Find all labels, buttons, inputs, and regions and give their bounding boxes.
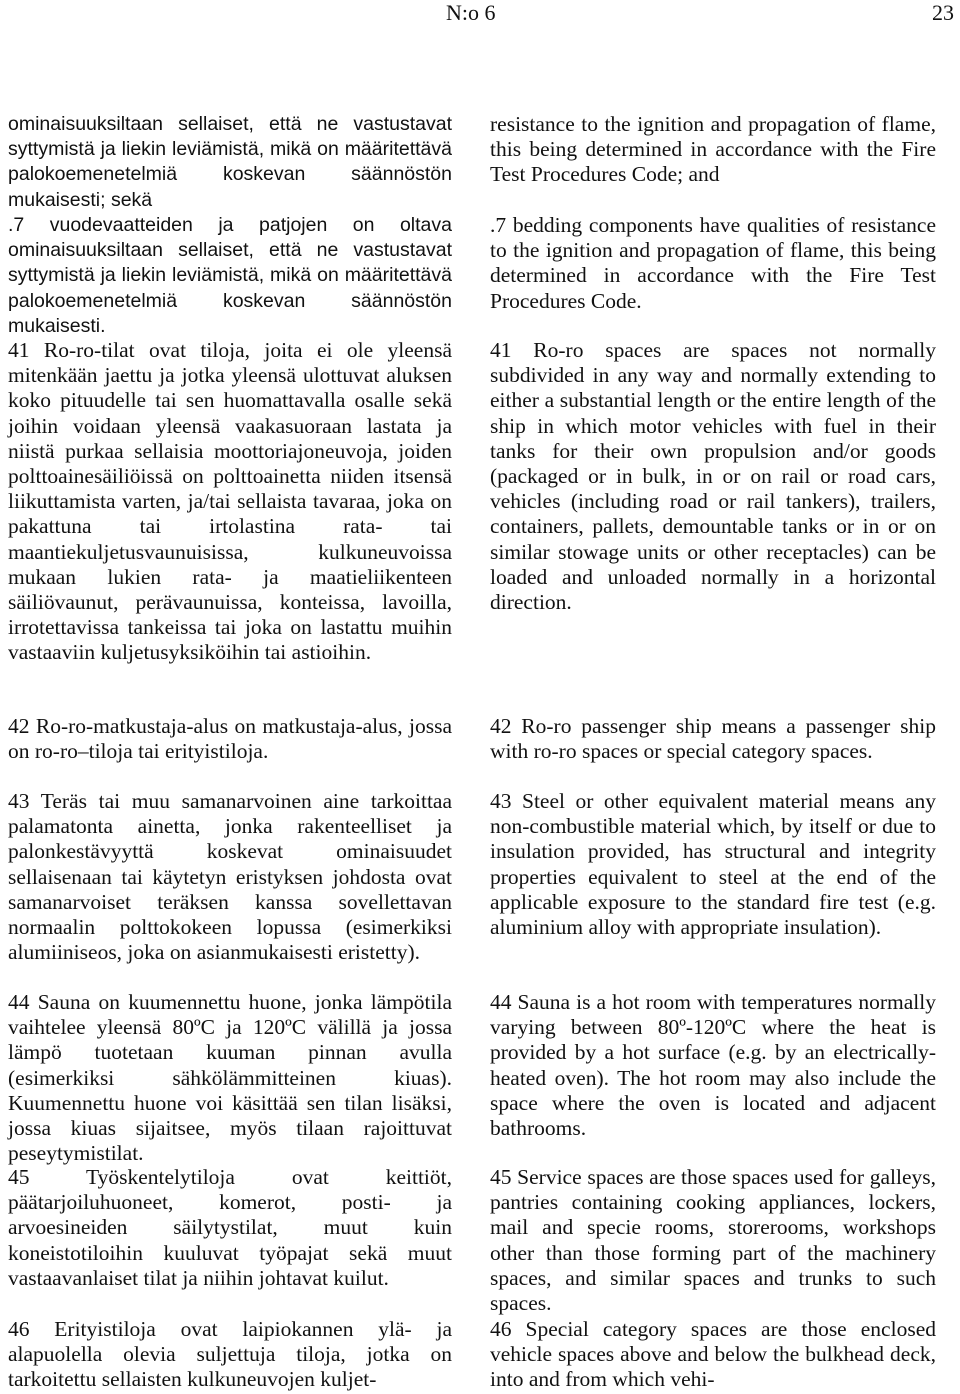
fi-definition-44: 44 Sauna on kuumennettu huone, jonka lämpötila vaihtelee yleensä 80ºC ja 120ºC välillä ja jossa lämpö tuotetaan kuuman pinnan avulla (esimerkiksi sähkölämmitteinen kiuas). Kuumennettu huone voi käsittää sen tilan lisäksi, jossa kiuas sijaitsee, myös tilaan rajoittuvat peseytymistilat. [8, 990, 452, 1166]
en-definition-44: 44 Sauna is a hot room with temperatures normally varying between 80º-120ºC where the heat is provided by a hot surface (e.g. by an electrically-heated oven). The hot room may also include the space where the oven is located and adjacent bathrooms. [490, 990, 936, 1141]
fi-paragraph-item7: .7 vuodevaatteiden ja patjojen on oltava ominaisuuksiltaan sellaiset, että ne vastustavat syttymistä ja liekin leviämistä, mikä on määritettävä palokoemenetelmiä koskevan säännöstön mukaisesti. [8, 214, 452, 337]
en-definition-41: 41 Ro-ro spaces are spaces not normally subdivided in any way and normally extending to either a substantial length or the entire length of the ship in which motor vehicles with fuel in their tanks for their own propulsion and/or goods (packaged or in bulk, in or on rail or road cars, vehicles (including road or rail tankers), trailers, containers, pallets, demountable tanks or in or on similar stowage units or other receptacles) can be loaded and unloaded normally in a horizontal direction. [490, 338, 936, 615]
fi-definition-46: 46 Erityistiloja ovat laipiokannen ylä- ja alapuolella olevia suljettuja tiloja, jotka on tarkoitettu sellaisten kulkuneuvojen kuljet- [8, 1317, 452, 1392]
fi-paragraph-item6-end: ominaisuuksiltaan sellaiset, että ne vastustavat syttymistä ja liekin leviämistä, mikä on määritettävä palokoemenetelmiä koskevan säännöstön mukaisesti; sekä [8, 113, 452, 211]
en-definition-46: 46 Special category spaces are those enclosed vehicle spaces above and below the bulkhead deck, into and from which vehi- [490, 1317, 936, 1392]
fi-definition-41: 41 Ro-ro-tilat ovat tiloja, joita ei ole yleensä mitenkään jaettu ja jotka yleensä ulottuvat aluksen koko pituudelle tai sen huomattavalla osalle sekä joihin voidaan yleensä vaakasuoraan lastata ja niistä purkaa sellaisia moottoriajoneuvoja, joiden polttoainesäiliöissä on polttoainetta niiden itsensä liikuttamista varten, ja/tai sellaista tavaraa, joka on pakattuna tai irtolastina rata- tai maantiekuljetusvaunuisissa, kulkuneuvoissa mukaan lukien rata- ja maatieliikenteen säiliövaunut, perävaunuissa, konteissa, lavoilla, irrotettavissa tankeissa tai joka on lastattu muihin vastaaviin kuljetusyksiköihin tai astioihin. [8, 338, 452, 665]
page-number: 23 [932, 0, 954, 25]
en-definition-43: 43 Steel or other equivalent material means any non-combustible material which, by itself or due to insulation provided, has structural and integrity properties equivalent to steel at the end of the applicable exposure to the standard fire test (e.g. aluminium alloy with appropriate insulation). [490, 789, 936, 940]
en-paragraph-item7: .7 bedding components have qualities of resistance to the ignition and propagation of flame, this being determined in accordance with the Fire Test Procedures Code. [490, 213, 936, 313]
en-paragraph-item6-end: resistance to the ignition and propagation of flame, this being determined in accordance with the Fire Test Procedures Code; and [490, 112, 936, 187]
en-definition-45: 45 Service spaces are those spaces used for galleys, pantries containing cooking appliances, lockers, mail and specie rooms, storerooms, workshops other than those forming part of the machinery spaces, and similar spaces and trunks to such spaces. [490, 1165, 936, 1316]
issue-number: N:o 6 [446, 0, 496, 25]
en-definition-42: 42 Ro-ro passenger ship means a passenger ship with ro-ro spaces or special category spaces. [490, 714, 936, 764]
fi-definition-45: 45 Työskentelytiloja ovat keittiöt, päätarjoiluhuoneet, komerot, posti- ja arvoesineiden säilytystilat, muut kuin koneistotiloihin kuuluvat työpajat sekä muut vastaavanlaiset tilat ja niihin johtavat kuilut. [8, 1165, 452, 1290]
fi-definition-42: 42 Ro-ro-matkustaja-alus on matkustaja-alus, jossa on ro-ro–tiloja tai erityistiloja. [8, 714, 452, 764]
fi-definition-43: 43 Teräs tai muu samanarvoinen aine tarkoittaa palamatonta ainetta, jonka rakenteelliset ja palonkestävyyttä koskevat ominaisuudet sellaisenaan tai käytetyn eristyksen johdosta ovat samanarvoiset teräksen kanssa sovellettavan normaalin polttokokeen lopussa (esimerkiksi alumiiniseos, joka on asianmukaisesti eristetty). [8, 789, 452, 965]
